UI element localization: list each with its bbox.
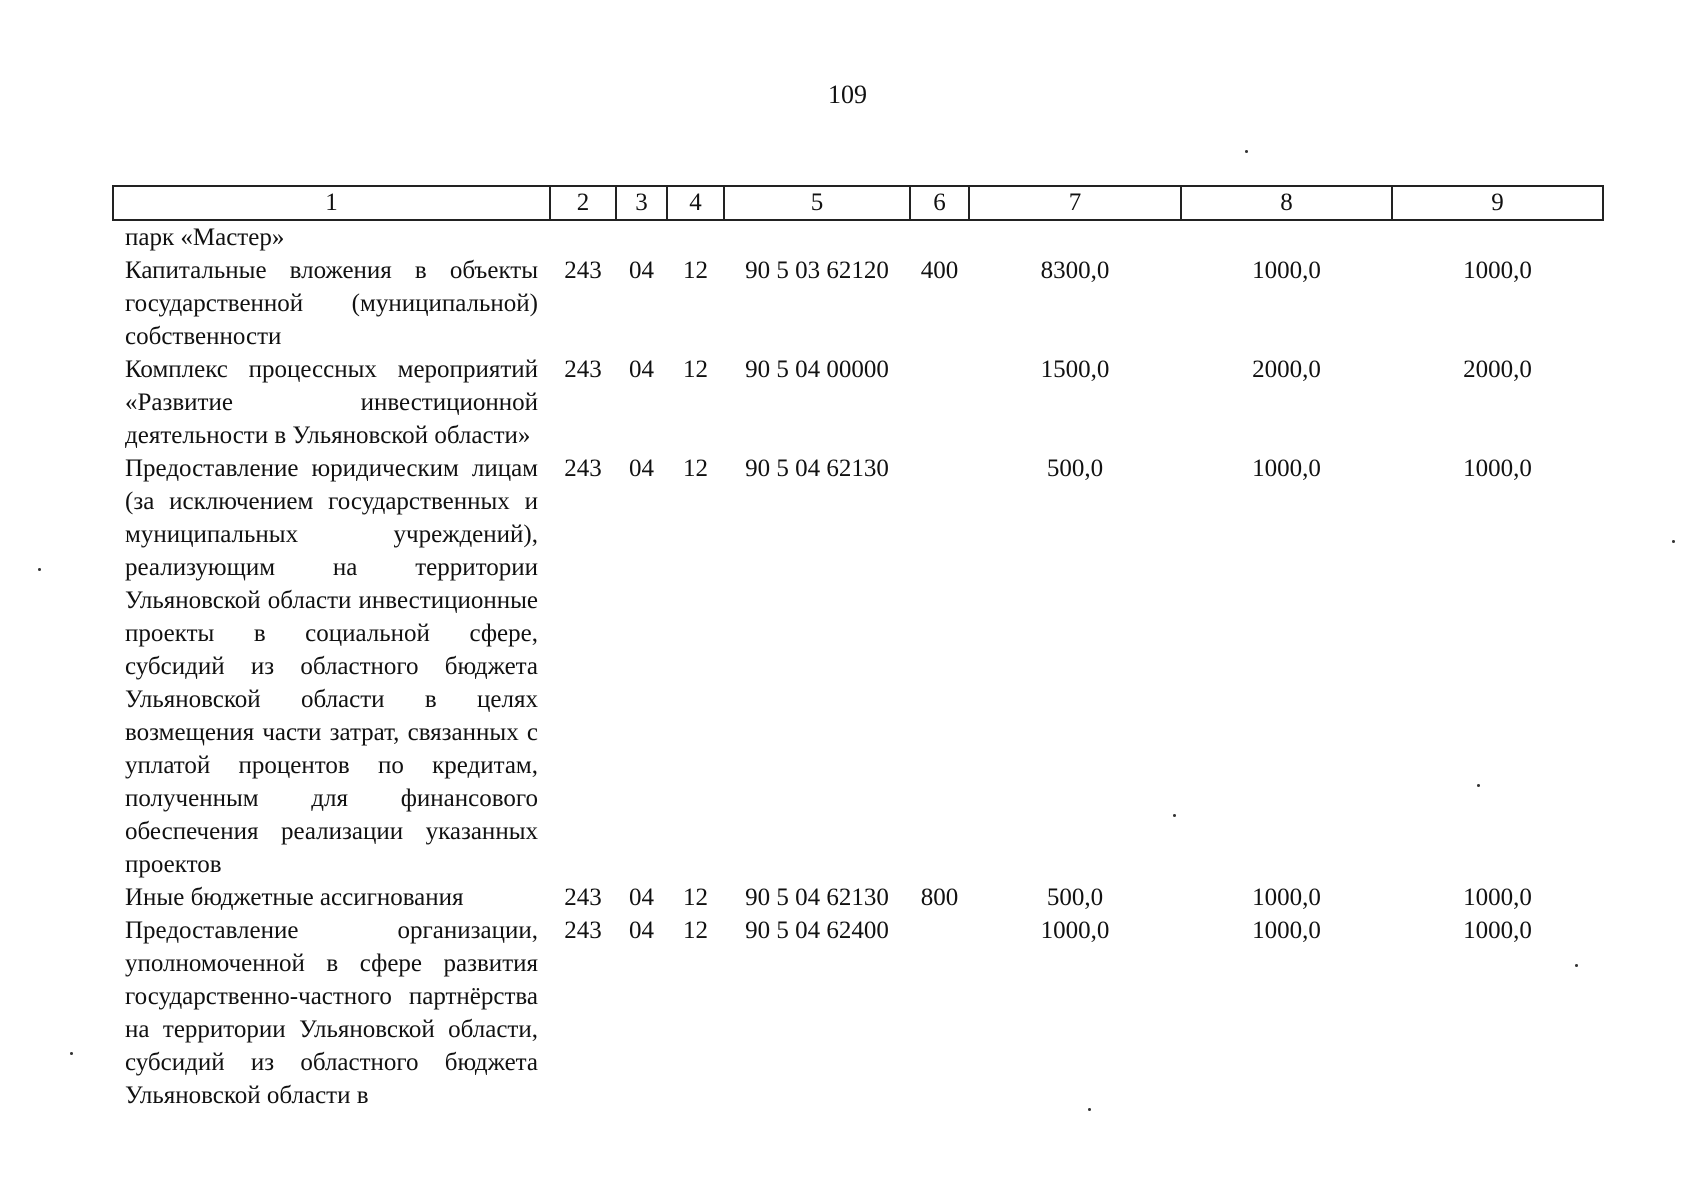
cell-col-5: 90 5 03 62120: [745, 257, 889, 284]
cell-col-3: 04: [629, 884, 654, 911]
cell-col-2: 243: [564, 455, 602, 482]
scan-speck: [1477, 784, 1480, 787]
cell-col-2: 243: [564, 917, 602, 944]
cell-col-3: 04: [629, 356, 654, 383]
row-name: Комплекс процессных мероприятий «Развитие инвестиционной деятельности в Ульяновской области»: [125, 356, 538, 449]
table-row: [113, 220, 1603, 254]
header-col-7: 7: [969, 186, 1181, 220]
cell-col-6: 400: [920, 257, 959, 284]
cell-col-6: [910, 914, 969, 1112]
cell-col-5: 90 5 04 62130: [745, 884, 889, 911]
cell-col-8: 1000,0: [1252, 455, 1321, 482]
cell-col-9: 1000,0: [1463, 257, 1532, 284]
header-col-2: 2: [550, 186, 616, 220]
row-name: парк «Мастер»: [125, 224, 285, 251]
cell-col-6: 800: [920, 884, 959, 911]
header-col-4: 4: [667, 186, 724, 220]
cell-col-6: [910, 220, 969, 254]
header-col-6: 6: [910, 186, 969, 220]
budget-table: [112, 185, 1604, 1112]
table-row: [113, 353, 1603, 452]
table-row: [113, 452, 1603, 881]
cell-col-7: 1000,0: [1040, 917, 1110, 944]
row-name: Предоставление организации, уполномоченной в сфере развития государственно-частного партнёрства на территории Ульяновской области, субсидий из областного бюджета Ульяновской области в: [125, 917, 538, 1109]
cell-col-3: 04: [629, 917, 654, 944]
cell-col-4: 12: [683, 455, 708, 482]
cell-col-2: 243: [564, 884, 602, 911]
header-col-1: 1: [113, 186, 550, 220]
scan-speck: [1173, 814, 1176, 817]
scan-speck: [1672, 540, 1675, 543]
page-number: 109: [828, 80, 867, 109]
header-col-3: 3: [616, 186, 667, 220]
table-header: [113, 186, 1603, 220]
header-col-5: 5: [724, 186, 910, 220]
cell-col-9: [1392, 220, 1603, 254]
table-row: [113, 254, 1603, 353]
scan-speck: [1575, 964, 1578, 967]
header-row: [113, 186, 1603, 220]
cell-col-8: 1000,0: [1252, 917, 1321, 944]
cell-col-4: 12: [683, 917, 708, 944]
cell-col-3: 04: [629, 455, 654, 482]
cell-col-8: 1000,0: [1252, 257, 1321, 284]
scan-speck: [1088, 1108, 1091, 1111]
cell-col-6: [910, 353, 969, 452]
scan-speck: [38, 568, 41, 571]
cell-col-2: 243: [564, 257, 602, 284]
cell-col-4: 12: [683, 356, 708, 383]
cell-col-7: 1500,0: [1040, 356, 1110, 383]
cell-col-2: 243: [564, 356, 602, 383]
cell-col-9: 1000,0: [1463, 455, 1532, 482]
header-col-9: 9: [1392, 186, 1603, 220]
cell-col-4: 12: [683, 884, 708, 911]
cell-col-3: [616, 220, 667, 254]
cell-col-5: [724, 220, 910, 254]
cell-col-9: 1000,0: [1463, 917, 1532, 944]
cell-col-5: 90 5 04 62130: [745, 455, 889, 482]
scan-speck: [70, 1052, 73, 1055]
cell-col-3: 04: [629, 257, 654, 284]
header-col-8: 8: [1181, 186, 1392, 220]
table-body: [113, 220, 1603, 1112]
cell-col-2: [550, 220, 616, 254]
cell-col-9: 1000,0: [1463, 884, 1532, 911]
cell-col-5: 90 5 04 00000: [745, 356, 889, 383]
cell-col-7: 500,0: [1046, 884, 1104, 911]
row-name: Предоставление юридическим лицам (за исключением государственных и муниципальных учреждений), реализующим на территории Ульяновской области инвестиционные проекты в социальной сфере, субсидий из областного бюджета Ульяновской области в целях возмещения части затрат, связанных с уплатой процентов по кредитам, полученным для финансового обеспечения реализации указанных проектов: [125, 455, 538, 878]
row-name: Иные бюджетные ассигнования: [125, 884, 464, 911]
cell-col-5: 90 5 04 62400: [745, 917, 889, 944]
cell-col-7: 500,0: [1046, 455, 1104, 482]
cell-col-4: 12: [683, 257, 708, 284]
row-name: Капитальные вложения в объекты государственной (муниципальной) собственности: [125, 257, 538, 350]
cell-col-9: 2000,0: [1463, 356, 1532, 383]
cell-col-7: [969, 220, 1181, 254]
cell-col-8: 2000,0: [1252, 356, 1321, 383]
scan-speck: [1245, 150, 1248, 153]
cell-col-8: 1000,0: [1252, 884, 1321, 911]
table-row: [113, 881, 1603, 914]
cell-col-4: [667, 220, 724, 254]
cell-col-7: 8300,0: [1040, 257, 1110, 284]
cell-col-8: [1181, 220, 1392, 254]
table-row: [113, 914, 1603, 1112]
cell-col-6: [910, 452, 969, 881]
